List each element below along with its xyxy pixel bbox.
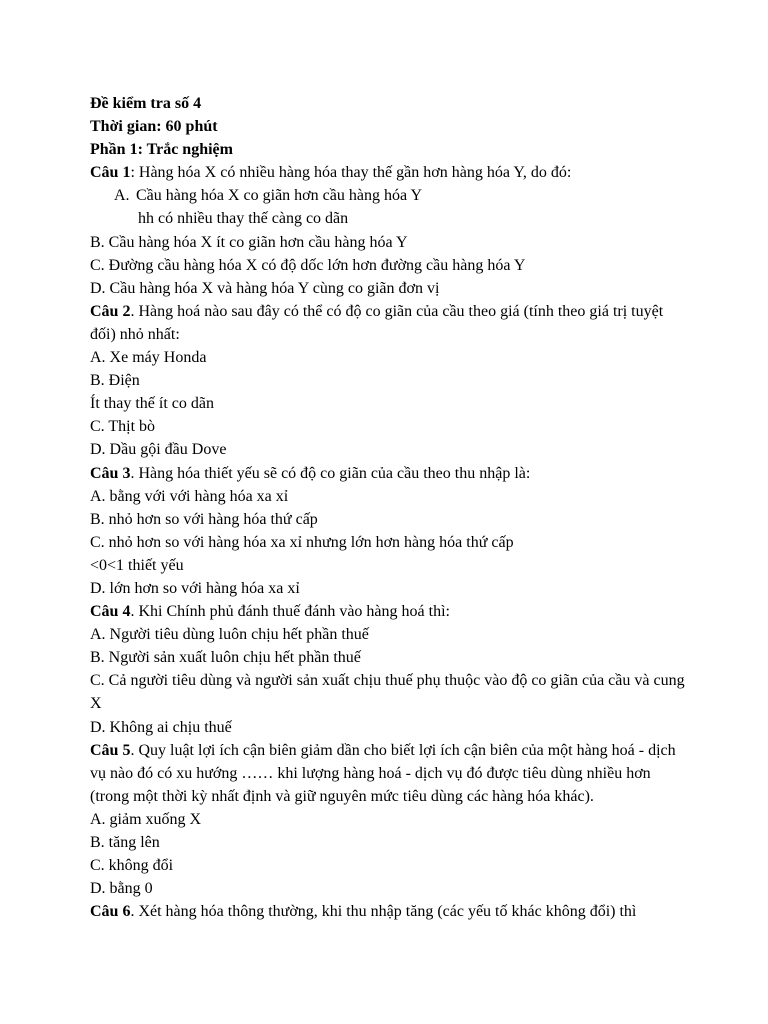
document-title: Đề kiểm tra số 4 <box>90 95 202 112</box>
question-1 <box>90 161 690 184</box>
question-label: Câu 2 <box>90 302 131 320</box>
question-text: . Xét hàng hóa thông thường, khi thu nhập tăng (các yếu tố khác không đổi) thì <box>130 903 637 921</box>
option-b: B. Cầu hàng hóa X ít co giãn hơn cầu hàng hóa Y <box>90 233 408 251</box>
option-d: D. Cầu hàng hóa X và hàng hóa Y cùng co giãn đơn vị <box>90 279 440 297</box>
option-b: B. Người sản xuất luôn chịu hết phần thuế <box>90 649 361 667</box>
document-body <box>90 92 690 923</box>
question-text: : Hàng hóa X có nhiều hàng hóa thay thế gần hơn hàng hóa Y, do đó: <box>130 164 572 182</box>
question-label: Câu 1 <box>90 164 131 182</box>
option-marker: A. <box>114 187 130 205</box>
question-label: Câu 5 <box>90 741 131 759</box>
option-c: C. Đường cầu hàng hóa X có độ dốc lớn hơn đường cầu hàng hóa Y <box>90 256 526 274</box>
question-4 <box>90 600 690 623</box>
option-b: B. nhỏ hơn so với hàng hóa thứ cấp <box>90 510 318 528</box>
answer-note: hh có nhiều thay thế càng co dãn <box>138 210 349 228</box>
question-text: . Hàng hóa thiết yếu sẽ có độ co giãn của cầu theo thu nhập là: <box>130 464 531 482</box>
section-heading: Phần 1: Trắc nghiệm <box>90 141 233 159</box>
question-text: . Khi Chính phủ đánh thuế đánh vào hàng hoá thì: <box>130 603 450 621</box>
option-c: C. nhỏ hơn so với hàng hóa xa xỉ nhưng lớn hơn hàng hóa thứ cấp <box>90 533 514 551</box>
question-5 <box>90 739 690 808</box>
option-a <box>90 184 690 207</box>
question-text: . Quy luật lợi ích cận biên giảm dần cho biết lợi ích cận biên của một hàng hoá - dịch vụ nào đó có xu hướng …… khi lượng hàng hoá - dịch vụ đó được tiêu dùng nhiều hơn (trong một thời kỳ nhất định và giữ nguyên mức tiêu dùng các hàng hóa khác). <box>90 741 676 805</box>
question-label: Câu 4 <box>90 603 131 621</box>
option-a: A. Xe máy Honda <box>90 349 207 367</box>
option-d: D. lớn hơn so với hàng hóa xa xỉ <box>90 579 300 597</box>
question-text: . Hàng hoá nào sau đây có thể có độ co giãn của cầu theo giá (tính theo giá trị tuyệt đối) nhỏ nhất: <box>90 302 664 343</box>
option-d: D. Dầu gội đầu Dove <box>90 441 227 459</box>
answer-note: <0<1 thiết yếu <box>90 556 184 574</box>
question-label: Câu 3 <box>90 464 131 482</box>
question-3 <box>90 462 690 485</box>
option-c: C. Thịt bò <box>90 418 156 436</box>
exam-time: Thời gian: 60 phút <box>90 118 218 136</box>
option-d: D. Không ai chịu thuế <box>90 718 232 736</box>
option-a: A. Người tiêu dùng luôn chịu hết phần thuế <box>90 626 369 644</box>
option-a: A. giảm xuống X <box>90 810 202 828</box>
question-label: Câu 6 <box>90 903 131 921</box>
option-c: C. Cả người tiêu dùng và người sản xuất chịu thuế phụ thuộc vào độ co giãn của cầu và cung X <box>90 672 685 713</box>
option-d: D. bằng 0 <box>90 880 153 898</box>
option-b: B. tăng lên <box>90 834 160 851</box>
option-a: A. bằng với với hàng hóa xa xỉ <box>90 487 289 505</box>
question-2 <box>90 300 690 346</box>
option-b: B. Điện <box>90 372 140 390</box>
answer-note: Ít thay thế ít co dãn <box>90 395 214 413</box>
question-6 <box>90 900 690 923</box>
option-text: Cầu hàng hóa X co giãn hơn cầu hàng hóa Y <box>136 187 423 205</box>
option-c: C. không đổi <box>90 857 174 875</box>
